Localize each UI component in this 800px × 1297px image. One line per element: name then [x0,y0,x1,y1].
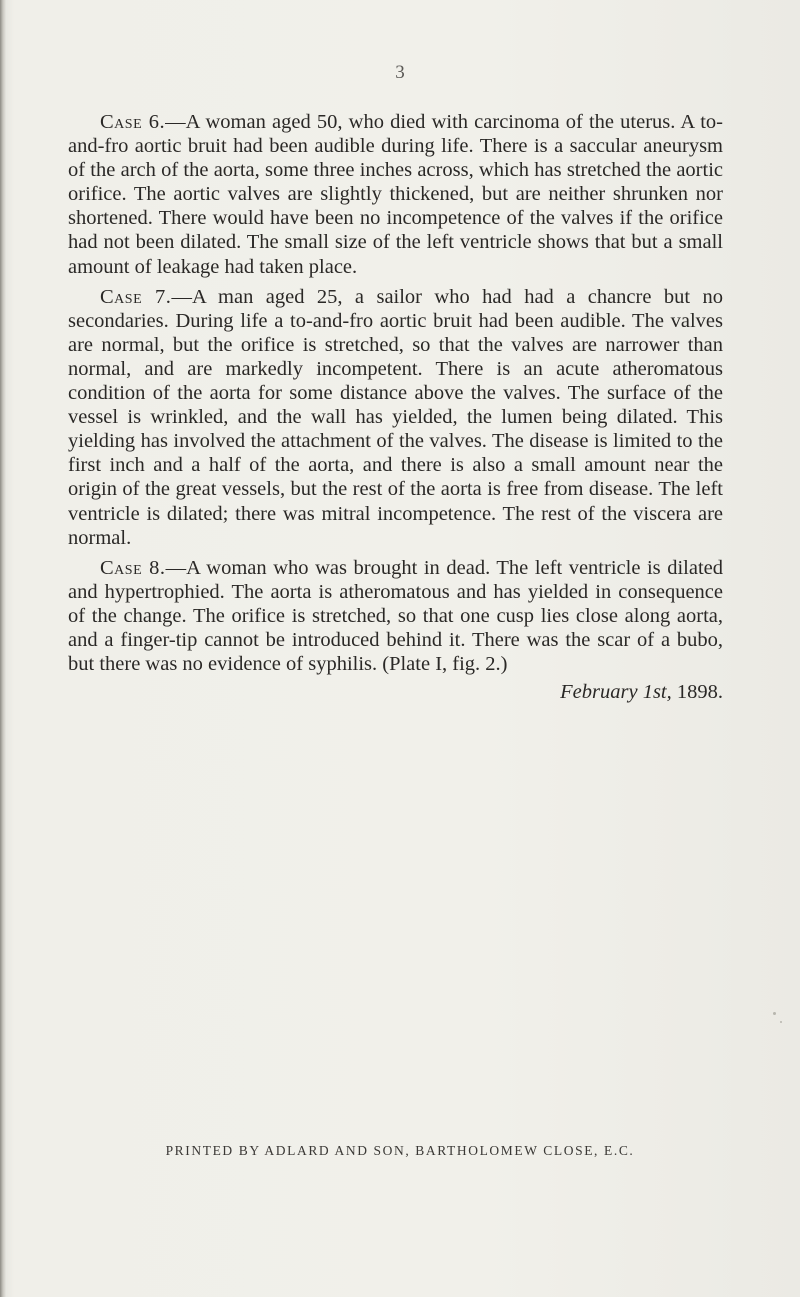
date-line [68,680,723,704]
date-day: 1st, [642,681,672,704]
date-year: 1898. [676,681,723,704]
case-6-text: —A woman aged 50, who died with carcinoma of the uterus. A to-and-fro aortic bruit had been audible during life. There is a saccular aneurysm of the arch of the aorta, some three inches across, which has stretched the aortic orifice. The aortic valves are slightly thickened, but are neither shrunken nor shortened. There would have been no incompetence of the valves if the orifice had not been dilated. The small size of the left ventricle shows that but a small amount of leakage had taken place. [68,111,724,278]
printer-imprint: PRINTED BY ADLARD AND SON, BARTHOLOMEW CLOSE, E.C. [165,1143,635,1158]
case-6-label: Case 6. [100,111,166,133]
case-8-label: Case 8. [100,556,166,579]
case-reports-text [68,110,723,704]
page-number: 3 [395,62,405,83]
date-month: February [560,681,638,704]
case-7-paragraph [68,285,723,550]
paper-speck [773,1012,776,1015]
page-binding-edge [0,0,6,1297]
case-6-paragraph [68,110,723,279]
case-8-paragraph [68,556,723,676]
case-7-label: Case 7. [100,285,172,308]
paper-speck [780,1021,782,1023]
case-7-text: —A man aged 25, a sailor who had had a chancre but no secondaries. During life a to-and-fro aortic bruit had been audible. The valves are normal, but the orifice is stretched, so that the valves are narrower than normal, and are markedly incompetent. There is an acute atheromatous condition of the aorta for some distance above the valves. The surface of the vessel is wrinkled, and the wall has yielded, the lumen being dilated. This yielding has involved the attachment of the valves. The disease is limited to the first inch and a half of the aorta, and there is also a small amount near the origin of the great vessels, but the rest of the aorta is free from disease. The left ventricle is dilated; there was mitral incompetence. The rest of the viscera are normal. [68,285,724,549]
case-8-text: —A woman who was brought in dead. The left ventricle is dilated and hypertrophied. The aorta is atheromatous and has yielded in consequence of the change. The orifice is stretched, so that one cusp lies close along aorta, and a finger-tip cannot be introduced behind it. There was the scar of a bubo, but there was no evidence of syphilis. (Plate I, fig. 2.) [68,556,723,676]
